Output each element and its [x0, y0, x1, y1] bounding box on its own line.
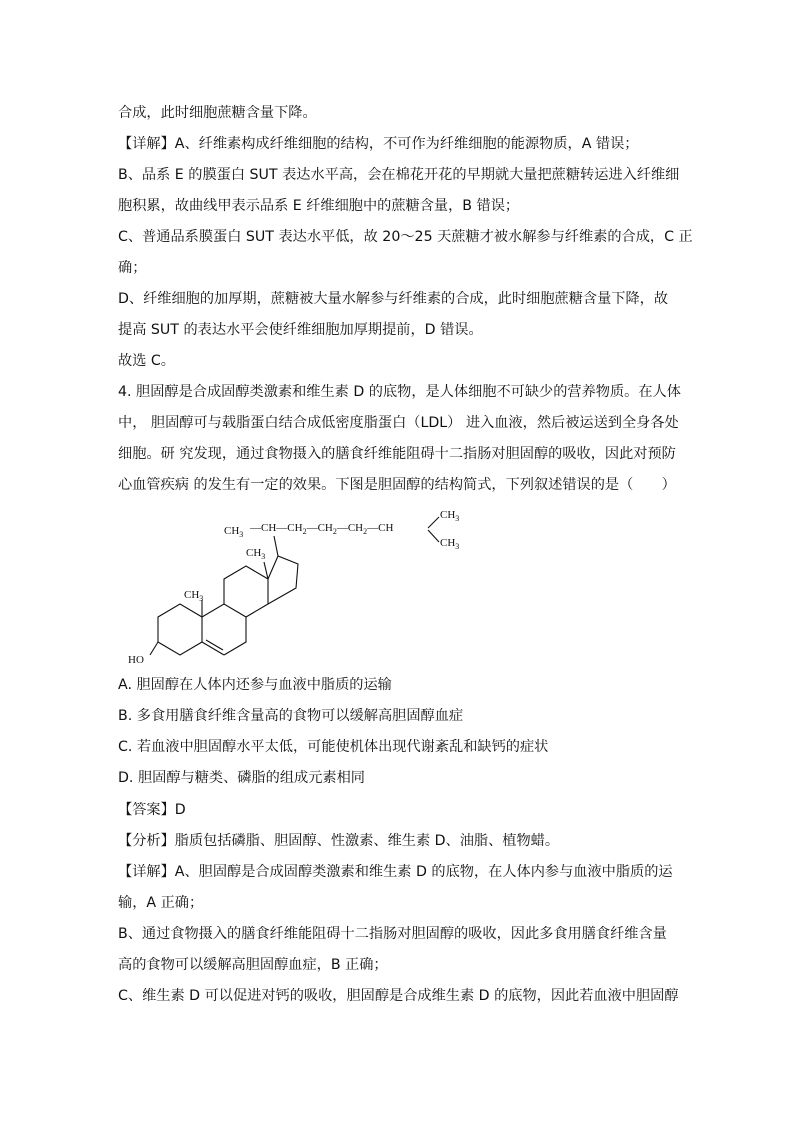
- isopropyl-bonds: [428, 517, 439, 542]
- text-line: 胞积累，故曲线甲表示品系 E 纤维细胞中的蔗糖含量，B 错误；: [118, 198, 520, 214]
- text-line: 提高 SUT 的表达水平会使纤维细胞加厚期提前，D 错误。: [118, 322, 483, 338]
- detail-line: B、通过食物摄入的膳食纤维能阻碍十二指肠对胆固醇的吸收，因此多食用膳食纤维含量: [118, 926, 667, 942]
- side-chain-text: $—CH—CH_2—CH_2—CH_2—CH$: [250, 522, 394, 536]
- answer-line: 【答案】D: [118, 802, 186, 818]
- text-line: B、品系 E 的膜蛋白 SUT 表达水平高，会在棉花开花的早期就大量把蔗糖转运进入纤维细: [118, 167, 680, 183]
- methyl-c18-text: $CH_3$: [246, 547, 266, 561]
- isopropyl-ch3-bottom: $CH_3$: [440, 537, 460, 551]
- text-line: C、普通品系膜蛋白 SUT 表达水平低，故 20～25 天蔗糖才被水解参与纤维素的合成，C 正: [118, 229, 693, 245]
- analysis-line: 【分析】脂质包括磷脂、胆固醇、性激素、维生素 D、油脂、植物蜡。: [118, 833, 560, 849]
- hydroxyl-text: HO: [128, 654, 144, 666]
- text-line: D、纤维细胞的加厚期，蔗糖被大量水解参与纤维素的合成，此时细胞蔗糖含量下降，故: [118, 291, 669, 307]
- option-a: A. 胆固醇在人体内还参与血液中脂质的运输: [118, 677, 392, 693]
- methyl-c19-text: $CH_3$: [184, 589, 204, 603]
- option-c: C. 若血液中胆固醇水平太低，可能使机体出现代谢紊乱和缺钙的症状: [118, 739, 549, 755]
- text-line: 【详解】A、纤维素构成纤维细胞的结构，不可作为纤维细胞的能源物质，A 错误；: [118, 136, 639, 152]
- text-line: 故选 C。: [118, 353, 175, 369]
- isopropyl-ch3-top: $CH_3$: [440, 509, 460, 523]
- question-line: 心血管疾病 的发生有一定的效果。下图是胆固醇的结构简式，下列叙述错误的是（ ）: [118, 477, 676, 493]
- option-b: B. 多食用膳食纤维含量高的食物可以缓解高胆固醇血症: [118, 708, 464, 724]
- steroid-rings: [150, 536, 298, 655]
- question-line: 中， 胆固醇可与载脂蛋白结合成低密度脂蛋白（LDL） 进入血液，然后被运送到全身各处: [118, 415, 679, 431]
- text-line: 确；: [118, 260, 147, 276]
- question-line: 细胞。研 究发现，通过食物摄入的膳食纤维能阻碍十二指肠对胆固醇的吸收，因此对预防: [118, 446, 676, 462]
- side-chain-ch3-text: $CH_3$: [224, 525, 244, 539]
- text-line: 合成，此时细胞蔗糖含量下降。: [118, 105, 317, 121]
- detail-line: 高的食物可以缓解高胆固醇血症，B 正确；: [118, 957, 388, 973]
- cholesterol-structure-figure: [128, 500, 468, 670]
- option-d: D. 胆固醇与糖类、磷脂的组成元素相同: [118, 770, 365, 786]
- detail-line: 输，A 正确；: [118, 895, 204, 911]
- detail-line: 【详解】A、胆固醇是合成固醇类激素和维生素 D 的底物，在人体内参与血液中脂质的运: [118, 864, 673, 880]
- detail-line: C、维生素 D 可以促进对钙的吸收，胆固醇是合成维生素 D 的底物，因此若血液中胆固醇: [118, 988, 679, 1004]
- question-line: 4. 胆固醇是合成固醇类激素和维生素 D 的底物，是人体细胞不可缺少的营养物质。在人体: [118, 384, 681, 400]
